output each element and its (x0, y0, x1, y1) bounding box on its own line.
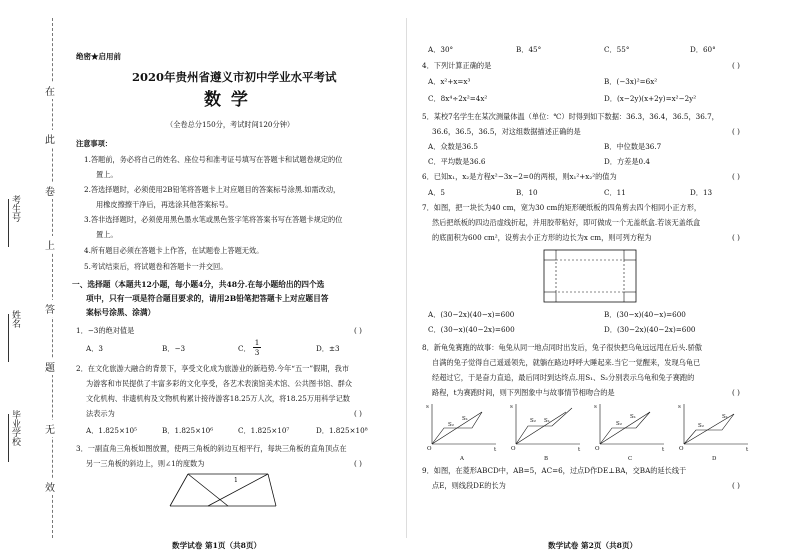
question-2-line: 法表示为 (86, 409, 115, 418)
binding-margin (0, 0, 75, 560)
binding-char: 答 (45, 300, 55, 317)
q3-option-c: C．55° (604, 45, 630, 54)
binding-char: 上 (45, 236, 55, 253)
graph-label-c: C (628, 456, 633, 462)
q4-option-d: D．(x−2y)(x+2y)=x²−2y² (604, 94, 697, 103)
q3-option-a: A．30° (428, 45, 454, 54)
q2-option-d: D．1.825×10⁸ (316, 426, 368, 435)
note-line: 3.答非选择题时，必须使用黑色墨水笔或黑色签字笔将答案书写在答题卡规定的位 (84, 215, 343, 224)
q4-option-c: C．8x⁴÷2x²=4x² (428, 94, 488, 103)
axis-label-s: s (426, 404, 429, 410)
s2-label: S₂ (616, 421, 622, 427)
q4-option-b: B．(−3x)²=6x² (604, 77, 658, 86)
binding-char: 在 (45, 82, 55, 99)
s1-label: S₁ (544, 418, 550, 424)
origin-label: O (595, 446, 600, 452)
q1-option-b: B．−3 (162, 344, 186, 353)
s2-label: S₂ (698, 423, 704, 429)
q5-option-c: C．平均数是36.6 (428, 157, 486, 166)
question-5-line: 36.6，36.5，36.5，对这组数据描述正确的是 (432, 127, 581, 136)
answer-bracket: ( ) (732, 233, 740, 242)
q4-option-a: A．x²+x=x³ (428, 77, 471, 86)
fraction-one-third (253, 338, 261, 357)
answer-bracket: ( ) (732, 61, 740, 70)
answer-bracket: ( ) (732, 127, 740, 136)
q5-option-b: B．中位数是36.7 (604, 142, 662, 151)
answer-bracket: ( ) (732, 388, 740, 397)
graph-label-d: D (712, 456, 717, 462)
page-divider (406, 18, 407, 538)
question-6-stem: 6．已知x₁，x₂是方程x²−3x−2=0的两根，则x₁²+x₂²的值为 (422, 172, 617, 181)
question-9-line: 9．如图，在菱形ABCD中，AB=5，AC=6，过点D作DE⊥BA，交BA的延长线于 (422, 466, 687, 475)
question-8-line: 8．新龟兔赛跑的故事：龟兔从同一地点同时出发后，兔子很快把乌龟远远甩在后头.骄傲 (422, 343, 702, 352)
graph-d (678, 404, 749, 462)
answer-bracket: ( ) (354, 459, 362, 468)
question-8-line: 自满的兔子觉得自己遥遥领先，就躺在路边呼呼大睡起来.当它一觉醒来，发现乌龟已 (432, 358, 701, 367)
question-7-line: 的底面积为600 cm²，设剪去小正方形的边长为x cm，则可列方程为 (432, 233, 652, 242)
name-field: 姓名 (8, 310, 22, 362)
axis-label-t: t (494, 447, 497, 453)
binding-char: 卷 (45, 182, 55, 199)
q7-option-c: C．(30−x)(40−2x)=600 (428, 325, 515, 334)
question-8-line: 经超过它，于是奋力直追，最后同时到达终点.用S₁、S₂分别表示乌龟和兔子赛跑的 (432, 373, 695, 382)
axis-label-s: s (594, 404, 597, 410)
school-field: 毕业学校 (8, 410, 22, 462)
axis-label-t: t (578, 447, 581, 453)
note-line: 置上。 (96, 170, 118, 179)
q3-option-b: B．45° (516, 45, 542, 54)
s1-label: S₁ (722, 414, 728, 420)
question-2-line: 文化机构、非遗机构及文物机构累计接待游客18.25万人次，将18.25万用科学记数 (86, 394, 350, 403)
note-line: 用橡皮擦擦干净后，再选涂其他答案标号。 (96, 200, 233, 209)
q5-option-a: A．众数是36.5 (428, 142, 478, 151)
question-5-line: 5．某校7名学生在某次测量体温（单位：℃）时得到如下数据：36.3，36.4，36.5，36.7， (422, 112, 719, 121)
notes-title: 注意事项： (76, 139, 112, 148)
binding-char: 题 (45, 358, 55, 375)
exam-page-1 (72, 0, 398, 560)
graph-c (594, 404, 665, 462)
note-line: 1.答题前，务必将自己的姓名、座位号和准考证号填写在答题卡和试题卷规定的位 (84, 155, 343, 164)
q7-option-b: B．(30−x)(40−x)=600 (604, 310, 686, 319)
q6-option-b: B．10 (516, 188, 538, 197)
race-graphs (422, 400, 762, 462)
s1-label: S₁ (630, 414, 636, 420)
question-7-line: 7．如图，把一块长为40 cm，宽为30 cm的矩形硬纸板的四角剪去四个相同小正方形， (422, 203, 702, 212)
triangle-figure (168, 470, 278, 510)
examinee-number-field: 考生号 (8, 195, 22, 247)
note-line: 2.答选择题时，必须使用2B铅笔将答题卡上对应题目的答案标号涂黑.如需改动， (84, 185, 341, 194)
graph-label-b: B (544, 456, 549, 462)
q1-option-a: A．3 (86, 344, 103, 353)
s1-label: S₁ (462, 416, 468, 422)
binding-char: 效 (45, 478, 55, 495)
q6-option-d: D．13 (690, 188, 713, 197)
question-8-line: 路程，t为赛跑时间，则下列图象中与故事情节相吻合的是 (432, 388, 615, 397)
q5-option-d: D．方差是0.4 (604, 157, 650, 166)
page-footer: 数学试卷 第2页（共8页） (548, 541, 638, 550)
graph-label-a: A (460, 456, 464, 462)
answer-bracket: ( ) (732, 172, 740, 181)
answer-bracket: ( ) (732, 481, 740, 490)
q7-option-a: A．(30−2x)(40−x)=600 (428, 310, 515, 319)
q2-option-c: C．1.825×10⁷ (238, 426, 290, 435)
question-1-stem: 1．−3的绝对值是 (76, 326, 135, 335)
note-line: 5.考试结束后，将试题卷和答题卡一并交回。 (84, 262, 228, 271)
q2-option-b: B．1.825×10⁶ (162, 426, 214, 435)
exam-title: 2020年贵州省遵义市初中学业水平考试 (132, 70, 337, 84)
q3-option-d: D．60° (690, 45, 716, 54)
question-3-line: 3．一副直角三角板如图放置，使两三角板的斜边互相平行，每块三角板的直角顶点在 (76, 444, 347, 453)
q1-option-c: C． (238, 344, 251, 353)
axis-label-t: t (746, 447, 749, 453)
section-heading: 项中，只有一项是符合题目要求的，请用2B铅笔把答题卡上对应题目答 (86, 294, 329, 303)
page-footer: 数学试卷 第1页（共8页） (172, 541, 262, 550)
fraction-numerator: 1 (254, 338, 260, 347)
q6-option-a: A．5 (428, 188, 445, 197)
exam-info: （全卷总分150分，考试时间120分钟） (166, 120, 295, 129)
note-line: 4.所有题目必须在答题卡上作答，在试题卷上答题无效。 (84, 246, 264, 255)
q1-option-d: D．±3 (316, 344, 340, 353)
origin-label: O (511, 446, 516, 452)
s2-label: S₂ (448, 422, 454, 428)
question-2-line: 2．在文化旅游大融合的背景下，享受文化成为旅游业的新趋势.今年“五一”假期，我市 (76, 364, 349, 373)
section-heading: 案标号涂黑、涂满） (86, 308, 156, 317)
question-7-line: 然后把纸板的四边沿虚线折起，并用胶带粘好，即可做成一个无盖纸盒.若该无盖纸盒 (432, 218, 701, 227)
question-3-line: 另一三角板的斜边上，则∠1的度数为 (86, 459, 205, 468)
question-2-line: 为游客和市民提供了丰富多彩的文化享受，各艺术表演馆美术馆、公共图书馆、群众 (86, 379, 352, 388)
note-line: 置上。 (96, 230, 118, 239)
secret-label: 绝密★启用前 (76, 52, 121, 61)
binding-char: 无 (45, 420, 55, 437)
q7-option-d: D．(30−2x)(40−2x)=600 (604, 325, 696, 334)
origin-label: O (679, 446, 684, 452)
angle-label: 1 (234, 477, 238, 484)
answer-bracket: ( ) (354, 409, 362, 418)
subject-title: 数 学 (204, 90, 250, 110)
q6-option-c: C．11 (604, 188, 626, 197)
cardboard-figure (542, 248, 638, 304)
fraction-denominator: 3 (254, 348, 260, 357)
exam-page-2 (418, 0, 778, 560)
question-9-line: 点E，则线段DE的长为 (432, 481, 506, 490)
axis-label-t: t (662, 447, 665, 453)
answer-bracket: ( ) (354, 326, 362, 335)
section-heading: 一、选择题（本题共12小题，每小题4分，共48分.在每小题给出的四个选 (72, 280, 325, 289)
q2-option-a: A．1.825×10⁵ (86, 426, 138, 435)
question-4-stem: 4．下列计算正确的是 (422, 61, 492, 70)
axis-label-s: s (678, 404, 681, 410)
s2-label: S₂ (530, 418, 536, 424)
binding-char: 此 (45, 130, 55, 147)
origin-label: O (427, 446, 432, 452)
graph-a (426, 404, 497, 462)
graph-b (510, 404, 581, 462)
axis-label-s: s (510, 404, 513, 410)
